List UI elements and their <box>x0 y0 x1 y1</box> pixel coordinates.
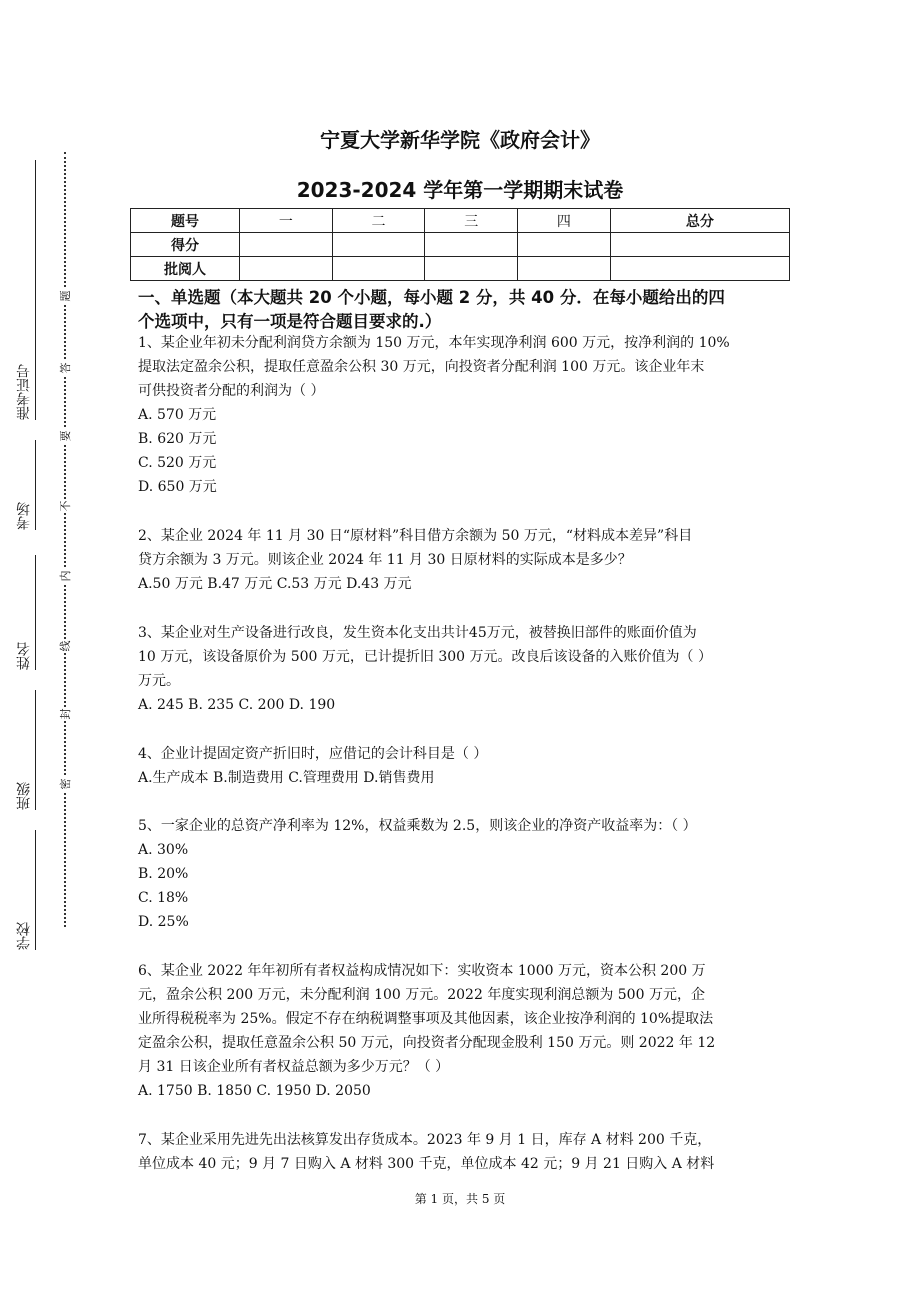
question-option: B. 620 万元 <box>138 431 217 447</box>
side-field-label: 姓名 <box>16 642 32 670</box>
question-text: 3、某企业对生产设备进行改良，发生资本化支出共计45万元，被替换旧部件的账面价值为 <box>138 625 697 641</box>
side-field-exam-id[interactable] <box>14 160 36 420</box>
question-option: A.50 万元 B.47 万元 C.53 万元 D.43 万元 <box>138 576 412 592</box>
question-5 <box>138 814 806 934</box>
score-cell[interactable] <box>332 233 425 257</box>
score-cell[interactable] <box>332 257 425 281</box>
score-header-cell: 二 <box>332 209 425 233</box>
question-option: A. 1750 B. 1850 C. 1950 D. 2050 <box>138 1083 371 1099</box>
score-row-label: 得分 <box>131 233 240 257</box>
section-heading-line: 一、单选题（本大题共 20 个小题，每小题 2 分，共 40 分．在每小题给出的四 <box>138 288 725 307</box>
question-text: 2、某企业 2024 年 11 月 30 日“原材料”科目借方余额为 50 万元，“材料成本差异”科目 <box>138 528 693 544</box>
page-subtitle: 2023-2024 学年第一学期期末试卷 <box>296 178 624 202</box>
question-text: 业所得税税率为 25%。假定不存在纳税调整事项及其他因素，该企业按净利润的 10%提取法 <box>138 1011 714 1027</box>
side-field-label: 学校 <box>16 922 32 950</box>
question-1 <box>138 331 806 499</box>
score-table-row <box>131 257 790 281</box>
score-cell[interactable] <box>240 257 333 281</box>
seal-dotted-line <box>64 152 66 927</box>
question-option: A. 30% <box>138 842 189 858</box>
side-field-label: 班级 <box>16 782 32 810</box>
side-field-school[interactable] <box>14 830 36 950</box>
question-text: 定盈余公积，提取任意盈余公积 50 万元，向投资者分配现金股利 150 万元。则 2022 年 12 <box>138 1035 716 1051</box>
side-field-label: 考场 <box>16 502 32 530</box>
question-6 <box>138 959 806 1103</box>
question-option: D. 650 万元 <box>138 479 217 495</box>
question-text: 1、某企业年初未分配利润贷方余额为 150 万元，本年实现净利润 600 万元，按净利润的 10% <box>138 335 730 351</box>
score-header-cell: 一 <box>240 209 333 233</box>
seal-char: 要 <box>59 430 72 442</box>
question-text: 提取法定盈余公积，提取任意盈余公积 30 万元，向投资者分配利润 100 万元。该企业年末 <box>138 359 705 375</box>
score-table <box>130 208 790 281</box>
question-text: 贷方余额为 3 万元。则该企业 2024 年 11 月 30 日原材料的实际成本是多少？ <box>138 552 632 568</box>
question-text: 元，盈余公积 200 万元，未分配利润 100 万元。2022 年度实现利润总额为 500 万元，企 <box>138 987 705 1003</box>
question-option: C. 520 万元 <box>138 455 217 471</box>
seal-char: 不 <box>59 500 72 512</box>
question-option: C. 18% <box>138 890 189 906</box>
question-option: D. 25% <box>138 914 189 930</box>
score-cell[interactable] <box>240 233 333 257</box>
score-header-cell: 三 <box>425 209 518 233</box>
question-2 <box>138 524 806 596</box>
score-table-row <box>131 233 790 257</box>
question-3 <box>138 621 806 717</box>
question-text: 7、某企业采用先进先出法核算发出存货成本。2023 年 9 月 1 日，库存 A 材料 200 千克， <box>138 1132 712 1148</box>
page-number: 第 1 页，共 5 页 <box>414 1192 506 1206</box>
question-text: 可供投资者分配的利润为（ ） <box>138 383 325 399</box>
question-option: A. 245 B. 235 C. 200 D. 190 <box>138 697 336 713</box>
side-field-name[interactable] <box>14 555 36 670</box>
question-option: A. 570 万元 <box>138 407 217 423</box>
score-cell[interactable] <box>610 257 789 281</box>
seal-char: 答 <box>59 362 72 374</box>
question-7 <box>138 1128 806 1176</box>
question-text: 单位成本 40 元；9 月 7 日购入 A 材料 300 千克，单位成本 42 元；9 月 21 日购入 A 材料 <box>138 1156 715 1172</box>
question-option: B. 20% <box>138 866 189 882</box>
score-header-cell: 四 <box>518 209 611 233</box>
side-field-exam-room[interactable] <box>14 440 36 530</box>
seal-char: 题 <box>59 290 72 302</box>
question-option: A.生产成本 B.制造费用 C.管理费用 D.销售费用 <box>138 770 435 786</box>
side-field-label: 准考证号 <box>16 364 32 420</box>
question-text: 4、企业计提固定资产折旧时，应借记的会计科目是（ ） <box>138 746 488 762</box>
question-4 <box>138 742 806 790</box>
section-heading <box>138 286 798 334</box>
question-text: 5、一家企业的总资产净利率为 12%，权益乘数为 2.5，则该企业的净资产收益率为：（ ） <box>138 818 697 834</box>
score-row-label: 批阅人 <box>131 257 240 281</box>
question-text: 万元。 <box>138 673 180 689</box>
question-text: 6、某企业 2022 年年初所有者权益构成情况如下：实收资本 1000 万元，资本公积 200 万 <box>138 963 706 979</box>
score-table-header-row <box>131 209 790 233</box>
section-heading-line: 个选项中，只有一项是符合题目要求的.） <box>138 312 442 331</box>
side-field-class[interactable] <box>14 690 36 810</box>
score-header-cell: 题号 <box>131 209 240 233</box>
page-title: 宁夏大学新华学院《政府会计》 <box>320 128 600 152</box>
question-text: 月 31 日该企业所有者权益总额为多少万元？（ ） <box>138 1059 450 1075</box>
seal-char: 线 <box>59 640 72 652</box>
seal-char: 内 <box>59 570 72 582</box>
seal-char: 密 <box>59 778 72 790</box>
score-cell[interactable] <box>518 233 611 257</box>
score-cell[interactable] <box>518 257 611 281</box>
score-cell[interactable] <box>425 233 518 257</box>
score-cell[interactable] <box>610 233 789 257</box>
score-cell[interactable] <box>425 257 518 281</box>
score-header-cell: 总分 <box>610 209 789 233</box>
seal-char: 封 <box>59 708 72 720</box>
question-text: 10 万元，该设备原价为 500 万元，已计提折旧 300 万元。改良后该设备的入账价值为（ ） <box>138 649 712 665</box>
